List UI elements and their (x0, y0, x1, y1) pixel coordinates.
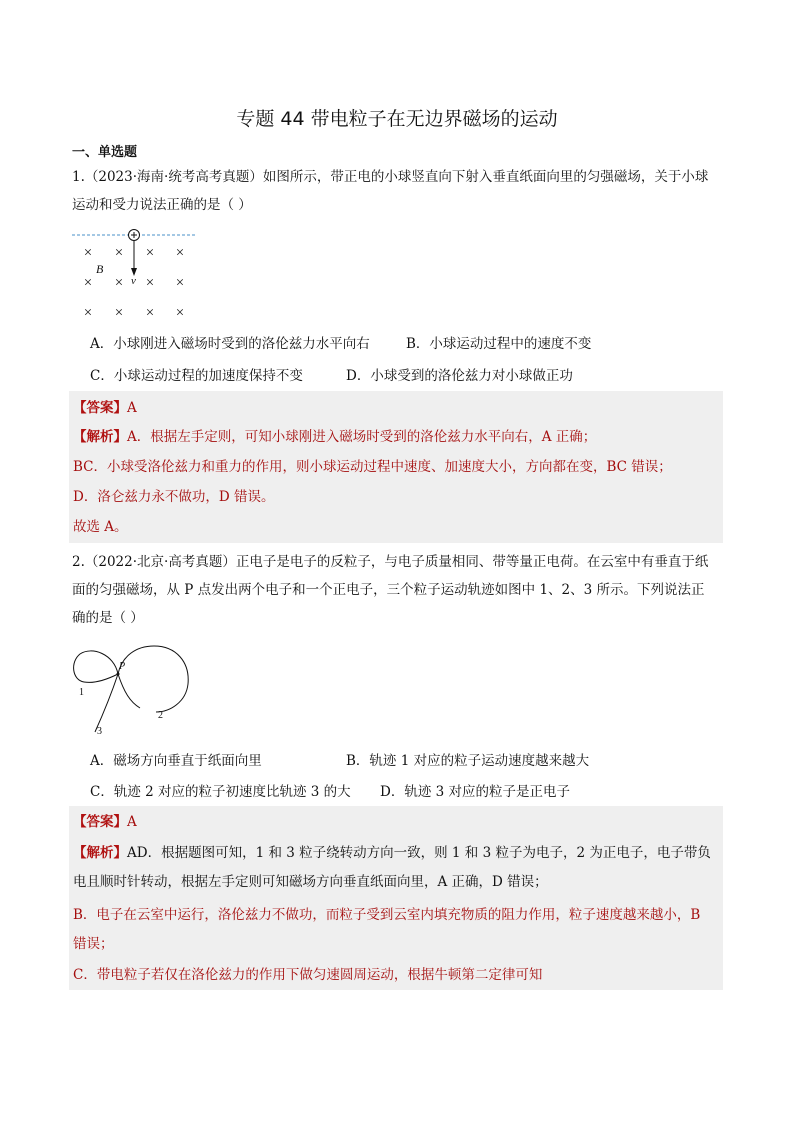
question-1-option-b: B．小球运动过程中的速度不变 (406, 336, 592, 352)
cross-mark-icon: × (83, 275, 93, 291)
question-1-figure (72, 226, 202, 322)
section-heading: 一、单选题 (72, 145, 138, 160)
question-1-stem (72, 163, 722, 219)
question-1-stem-line: 运动和受力说法正确的是（ ） (72, 197, 252, 213)
analysis-line: B．电子在云室中运行，洛伦兹力不做功，而粒子受到云室内填充物质的阻力作用，粒子速度越来越小，B (73, 907, 701, 923)
answer-line (73, 810, 137, 830)
answer-tag: 【答案】 (73, 814, 127, 830)
analysis-line: BC．小球受洛伦兹力和重力的作用，则小球运动过程中速度、加速度大小，方向都在变，BC 错误； (73, 459, 672, 475)
analysis-tag: 【解析】 (73, 845, 127, 861)
label-1: 1 (79, 687, 84, 698)
analysis-text: AD．根据题图可知，1 和 3 粒子绕转动方向一致，则 1 和 3 粒子为电子，2 为正电子，电子带负 (127, 845, 711, 861)
question-2-option-a: A．磁场方向垂直于纸面向里 (90, 753, 262, 769)
analysis-text: A．根据左手定则，可知小球刚进入磁场时受到的洛伦兹力水平向右，A 正确； (127, 429, 597, 445)
analysis-line: 电且顺时针转动，根据左手定则可知磁场方向垂直纸面向里，A 正确，D 错误； (73, 874, 548, 890)
cross-mark-icon: × (175, 305, 185, 321)
question-1-option-d: D．小球受到的洛伦兹力对小球做正功 (346, 368, 573, 384)
cross-mark-icon: × (83, 305, 93, 321)
cross-mark-icon: × (114, 275, 124, 291)
answer-line (73, 396, 137, 416)
question-2-option-c: C．轨迹 2 对应的粒子初速度比轨迹 3 的大 (90, 784, 351, 800)
question-1-stem-line: 1.（2023·海南·统考高考真题）如图所示，带正电的小球竖直向下射入垂直纸面向里的匀强磁场，关于小球 (72, 169, 709, 185)
answer-value: A (127, 814, 137, 830)
analysis-line (73, 425, 596, 445)
question-2-stem (72, 548, 722, 632)
cross-mark-icon: × (175, 275, 185, 291)
cross-mark-icon: × (83, 245, 93, 261)
page-title: 专题 44 带电粒子在无边界磁场的运动 (236, 108, 558, 130)
question-2-answer-box (69, 806, 723, 990)
question-1-option-c: C．小球运动过程的加速度保持不变 (90, 368, 303, 384)
field-label-b: B (96, 262, 104, 276)
cross-mark-icon: × (145, 245, 155, 261)
cross-mark-icon: × (145, 275, 155, 291)
cross-mark-icon: × (114, 305, 124, 321)
analysis-line: 错误； (73, 936, 114, 952)
question-2-figure (70, 642, 200, 738)
label-2: 2 (158, 710, 163, 721)
cross-mark-icon: × (114, 245, 124, 261)
track-1 (74, 651, 118, 682)
analysis-line: C．带电粒子若仅在洛伦兹力的作用下做匀速圆周运动，根据牛顿第二定律可知 (73, 967, 543, 983)
question-2-stem-line: 确的是（ ） (72, 610, 144, 626)
question-1-option-a: A．小球刚进入磁场时受到的洛伦兹力水平向右 (90, 336, 370, 352)
question-2-stem-line: 面的匀强磁场，从 P 点发出两个电子和一个正电子，三个粒子运动轨迹如图中 1、2、3 所示。下列说法正 (72, 582, 705, 598)
cross-mark-icon: × (175, 245, 185, 261)
analysis-line (73, 841, 711, 861)
track-3 (95, 674, 118, 732)
question-2-option-b: B．轨迹 1 对应的粒子运动速度越来越大 (346, 753, 590, 769)
analysis-conclusion: 故选 A。 (73, 519, 128, 535)
question-2-stem-line: 2.（2022·北京·高考真题）正电子是电子的反粒子，与电子质量相同、带等量正电荷。在云室中有垂直于纸 (72, 554, 709, 570)
label-3: 3 (97, 726, 102, 737)
answer-value: A (127, 400, 137, 416)
track-2 (118, 646, 188, 712)
question-1-answer-box (69, 391, 723, 543)
analysis-line: D．洛仑兹力永不做功，D 错误。 (73, 489, 275, 505)
cross-mark-icon: × (145, 305, 155, 321)
answer-tag: 【答案】 (73, 400, 127, 416)
point-p (117, 673, 120, 676)
analysis-tag: 【解析】 (73, 429, 127, 445)
velocity-label-v: v (131, 275, 136, 287)
question-2-option-d: D．轨迹 3 对应的粒子是正电子 (380, 784, 570, 800)
label-p: P (119, 661, 126, 672)
